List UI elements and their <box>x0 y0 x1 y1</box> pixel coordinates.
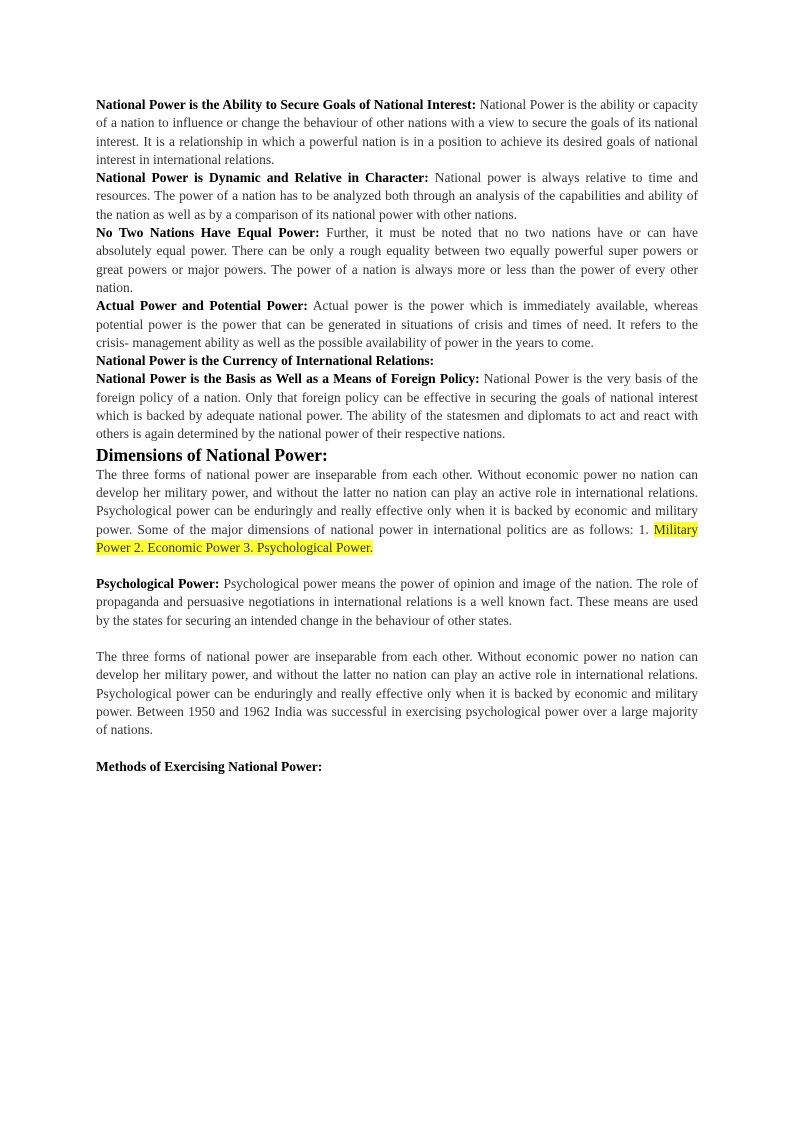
paragraph-text: National Power is the ability or capacity of a nation to influence or change the behaviour of other nations with a view to secure the goals of its national interest. It is a relationship in which a powerful nation is in a position to achieve its desired goals of national interest in international relations. <box>96 97 698 167</box>
paragraph-text: National Power is the very basis of the foreign policy of a nation. Only that foreign policy can be effective in securing the goals of national interest which is backed by adequate national power. The ability of the statesmen and diplomats to act and react with others is again determined by the national power of their respective nations. <box>96 371 698 442</box>
paragraph-psychological <box>96 575 698 630</box>
paragraph-text: National power is always relative to time and resources. The power of a nation has to be analyzed both through an analysis of the capabilities and ability of the nation as well as by a comparison of its national power with other nations. <box>96 170 698 222</box>
document-body <box>96 96 698 776</box>
paragraph-title: No Two Nations Have Equal Power: <box>96 225 320 241</box>
paragraph-three-forms: The three forms of national power are inseparable from each other. Without economic power no nation can develop her military power, and without the latter no nation can play an active role in international relations. Psychological power can be enduringly and really effective only when it is backed by economic and military power. Between 1950 and 1962 India was successful in exercising psychological power over a large majority of nations. <box>96 649 698 738</box>
paragraph-title: National Power is the Basis as Well as a Means of Foreign Policy: <box>96 371 480 387</box>
spacer <box>96 557 698 575</box>
paragraph-title: National Power is the Ability to Secure Goals of National Interest: <box>96 97 477 112</box>
paragraph-foreign-policy <box>96 370 698 443</box>
paragraph-dynamic <box>96 169 698 224</box>
spacer <box>96 630 698 648</box>
paragraph-no-two-nations <box>96 224 698 297</box>
highlighted-dimensions: Military Power 2. Economic Power 3. Psychological Power. <box>96 521 698 555</box>
methods-heading: Methods of Exercising National Power: <box>96 758 323 774</box>
paragraph-actual-potential <box>96 297 698 352</box>
paragraph-text: Further, it must be noted that no two nations have or can have absolutely equal power. There can be only a rough equality between two equally powerful super powers or great powers or major powers. The power of a nation is always more or less than the power of every other nation. <box>96 225 698 295</box>
paragraph-title: Actual Power and Potential Power: <box>96 298 308 314</box>
paragraph-currency <box>96 352 698 370</box>
dimensions-paragraph <box>96 466 698 557</box>
paragraph-title: Psychological Power: <box>96 576 220 592</box>
dimensions-text: The three forms of national power are inseparable from each other. Without economic power no nation can develop her military power, and without the latter no nation can play an active role in international relations. Psychological power can be enduringly and really effective only when it is backed by economic and military power. Some of the major dimensions of national power in international politics are as follows: 1. <box>96 466 698 537</box>
paragraph-text: Psychological power means the power of opinion and image of the nation. The role of propaganda and persuasive negotiations in international relations is a well known fact. These means are used by the states for securing an intended change in the behaviour of other states. <box>96 576 698 628</box>
paragraph-title: National Power is the Currency of International Relations: <box>96 353 435 369</box>
dimensions-heading: Dimensions of National Power: <box>96 444 328 465</box>
spacer <box>96 740 698 758</box>
paragraph-text: Actual power is the power which is immediately available, whereas potential power is the power that can be generated in situations of crisis and times of need. It refers to the crisis- management ability as well as the possible availability of power in the years to come. <box>96 298 698 350</box>
paragraph-ability <box>96 96 698 169</box>
paragraph-title: National Power is Dynamic and Relative in Character: <box>96 170 429 186</box>
